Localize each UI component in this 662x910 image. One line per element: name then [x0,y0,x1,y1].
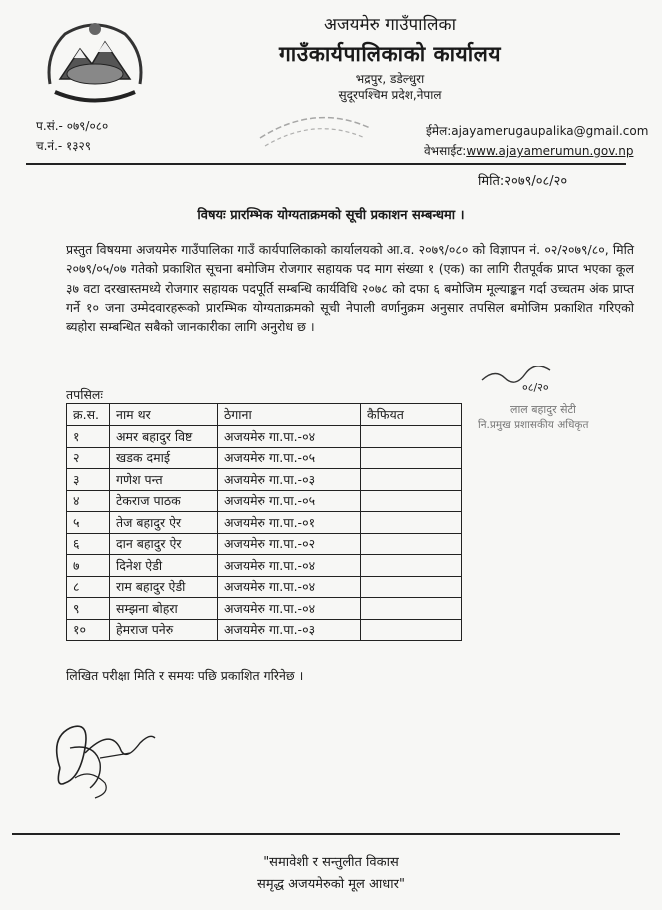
table-row [67,555,462,577]
cell-name: अमर बहादुर विष्ट [110,426,218,448]
table-header-row [67,404,462,426]
officer-signature-block [470,366,630,446]
cell-serial: ८ [67,576,110,598]
footer-motto-line2: समृद्ध अजयमेरुको मूल आधार" [257,877,405,892]
cell-serial: १ [67,426,110,448]
subject-line: विषयः प्रारम्भिक योग्यताक्रमको सूची प्रकाशन सम्बन्धमा । [197,208,465,223]
cell-address: अजयमेरु गा.पा.-०१ [218,512,361,534]
cell-address: अजयमेरु गा.पा.-०४ [218,598,361,620]
cell-name: हेमराज पनेरु [110,619,218,641]
header-serial: क्र.स. [67,404,110,426]
footer-divider [12,833,620,835]
header-divider [26,163,626,165]
office-stamp-icon [255,108,375,148]
cell-remarks [361,598,462,620]
reference-number: प.सं.- ०७९/०८० [36,119,109,133]
table-row [67,619,462,641]
cell-serial: ६ [67,533,110,555]
cell-address: अजयमेरु गा.पा.-०३ [218,469,361,491]
table-row [67,490,462,512]
footer-motto-line1: "समावेशी र सन्तुलीत विकास [263,855,399,870]
cell-serial: ७ [67,555,110,577]
cell-remarks [361,576,462,598]
header-remarks: कैफियत [361,404,462,426]
cell-address: अजयमेरु गा.पा.-०५ [218,490,361,512]
cell-remarks [361,490,462,512]
table-row [67,533,462,555]
cell-serial: ५ [67,512,110,534]
cell-serial: ९ [67,598,110,620]
cell-name: सम्झना बोहरा [110,598,218,620]
website-label: वेभसाईट: [424,144,467,158]
table-row [67,512,462,534]
cell-name: टेकराज पाठक [110,490,218,512]
cell-address: अजयमेरु गा.पा.-०५ [218,447,361,469]
cell-serial: ४ [67,490,110,512]
office-province: सुदूरपश्चिम प्रदेश,नेपाल [338,88,442,102]
cell-name: गणेश पन्त [110,469,218,491]
cell-address: अजयमेरु गा.पा.-०४ [218,426,361,448]
municipality-name: अजयमेरु गाउँपालिका [324,15,456,35]
cell-remarks [361,447,462,469]
tapasil-label: तपसिलः [66,387,103,402]
cell-remarks [361,426,462,448]
cell-remarks [361,533,462,555]
cell-serial: ३ [67,469,110,491]
cell-address: अजयमेरु गा.पा.-०४ [218,576,361,598]
cell-address: अजयमेरु गा.पा.-०३ [218,619,361,641]
table-row [67,576,462,598]
cell-name: खडक दमाई [110,447,218,469]
cell-address: अजयमेरु गा.पा.-०२ [218,533,361,555]
signatory-name: लाल बहादुर सेटी [510,403,576,416]
cell-serial: २ [67,447,110,469]
cell-name: राम बहादुर ऐडी [110,576,218,598]
handwritten-signature-icon [40,708,160,803]
cell-address: अजयमेरु गा.पा.-०४ [218,555,361,577]
office-address: भद्रपुर, डडेल्धुरा [355,72,425,86]
cell-name: दिनेश ऐडी [110,555,218,577]
signature-date: ०८/२० [522,381,549,394]
cell-remarks [361,469,462,491]
email-text: ईमेल:ajayamerugaupalika@gmail.com [426,124,649,138]
signatory-designation: नि.प्रमुख प्रशासकीय अधिकृत [478,419,589,431]
cell-remarks [361,512,462,534]
letter-body: प्रस्तुत विषयमा अजयमेरु गाउँपालिका गाउँ कार्यपालिकाको कार्यालयको आ.व. २०७९/०८० को विज्ञापन नं. ०२/२०७९/८०, मिति २०७९/०५/०७ गतेको प्रकाशित सूचना बमोजिम रोजगार सहायक पद माग संख्या १ (एक) का लागि रीतपूर्वक प्राप्त भएका कूल ३७ वटा दरखास्तमध्ये रोजगार सहायक पदपूर्ति सम्बन्धि कार्यविधि २०७८ को दफा ६ बमोजिम मूल्याङ्कन गर्दा उच्चतम अंक प्राप्त गर्ने १० जना उम्मेदवारहरूको प्रारम्भिक योग्यताक्रमको सूची नेपाली वर्णानुक्रम अनुसार तपसिल बमोजिम प्रकाशित गरिएको ब्यहोरा सम्बन्धित सबैको जानकारीका लागि अनुरोध छ । [66,242,634,335]
cell-remarks [361,555,462,577]
nepal-emblem-icon [40,14,150,109]
candidate-table [66,403,462,641]
table-row [67,447,462,469]
table-row [67,598,462,620]
header-name: नाम थर [110,404,218,426]
header-address: ठेगाना [218,404,361,426]
cell-serial: १० [67,619,110,641]
cell-name: दान बहादुर ऐर [110,533,218,555]
cell-remarks [361,619,462,641]
exam-note: लिखित परीक्षा मिति र समयः पछि प्रकाशित गरिनेछ । [66,668,304,683]
table-row [67,426,462,448]
office-name: गाउँकार्यपालिकाको कार्यालय [278,42,502,66]
website-link[interactable]: www.ajayamerumun.gov.np [466,144,634,158]
dispatch-number: च.नं.- १३२९ [36,139,92,153]
cell-name: तेज बहादुर ऐर [110,512,218,534]
letter-date: मिति:२०७९/०८/२० [478,174,568,189]
table-row [67,469,462,491]
website-row [424,142,633,159]
